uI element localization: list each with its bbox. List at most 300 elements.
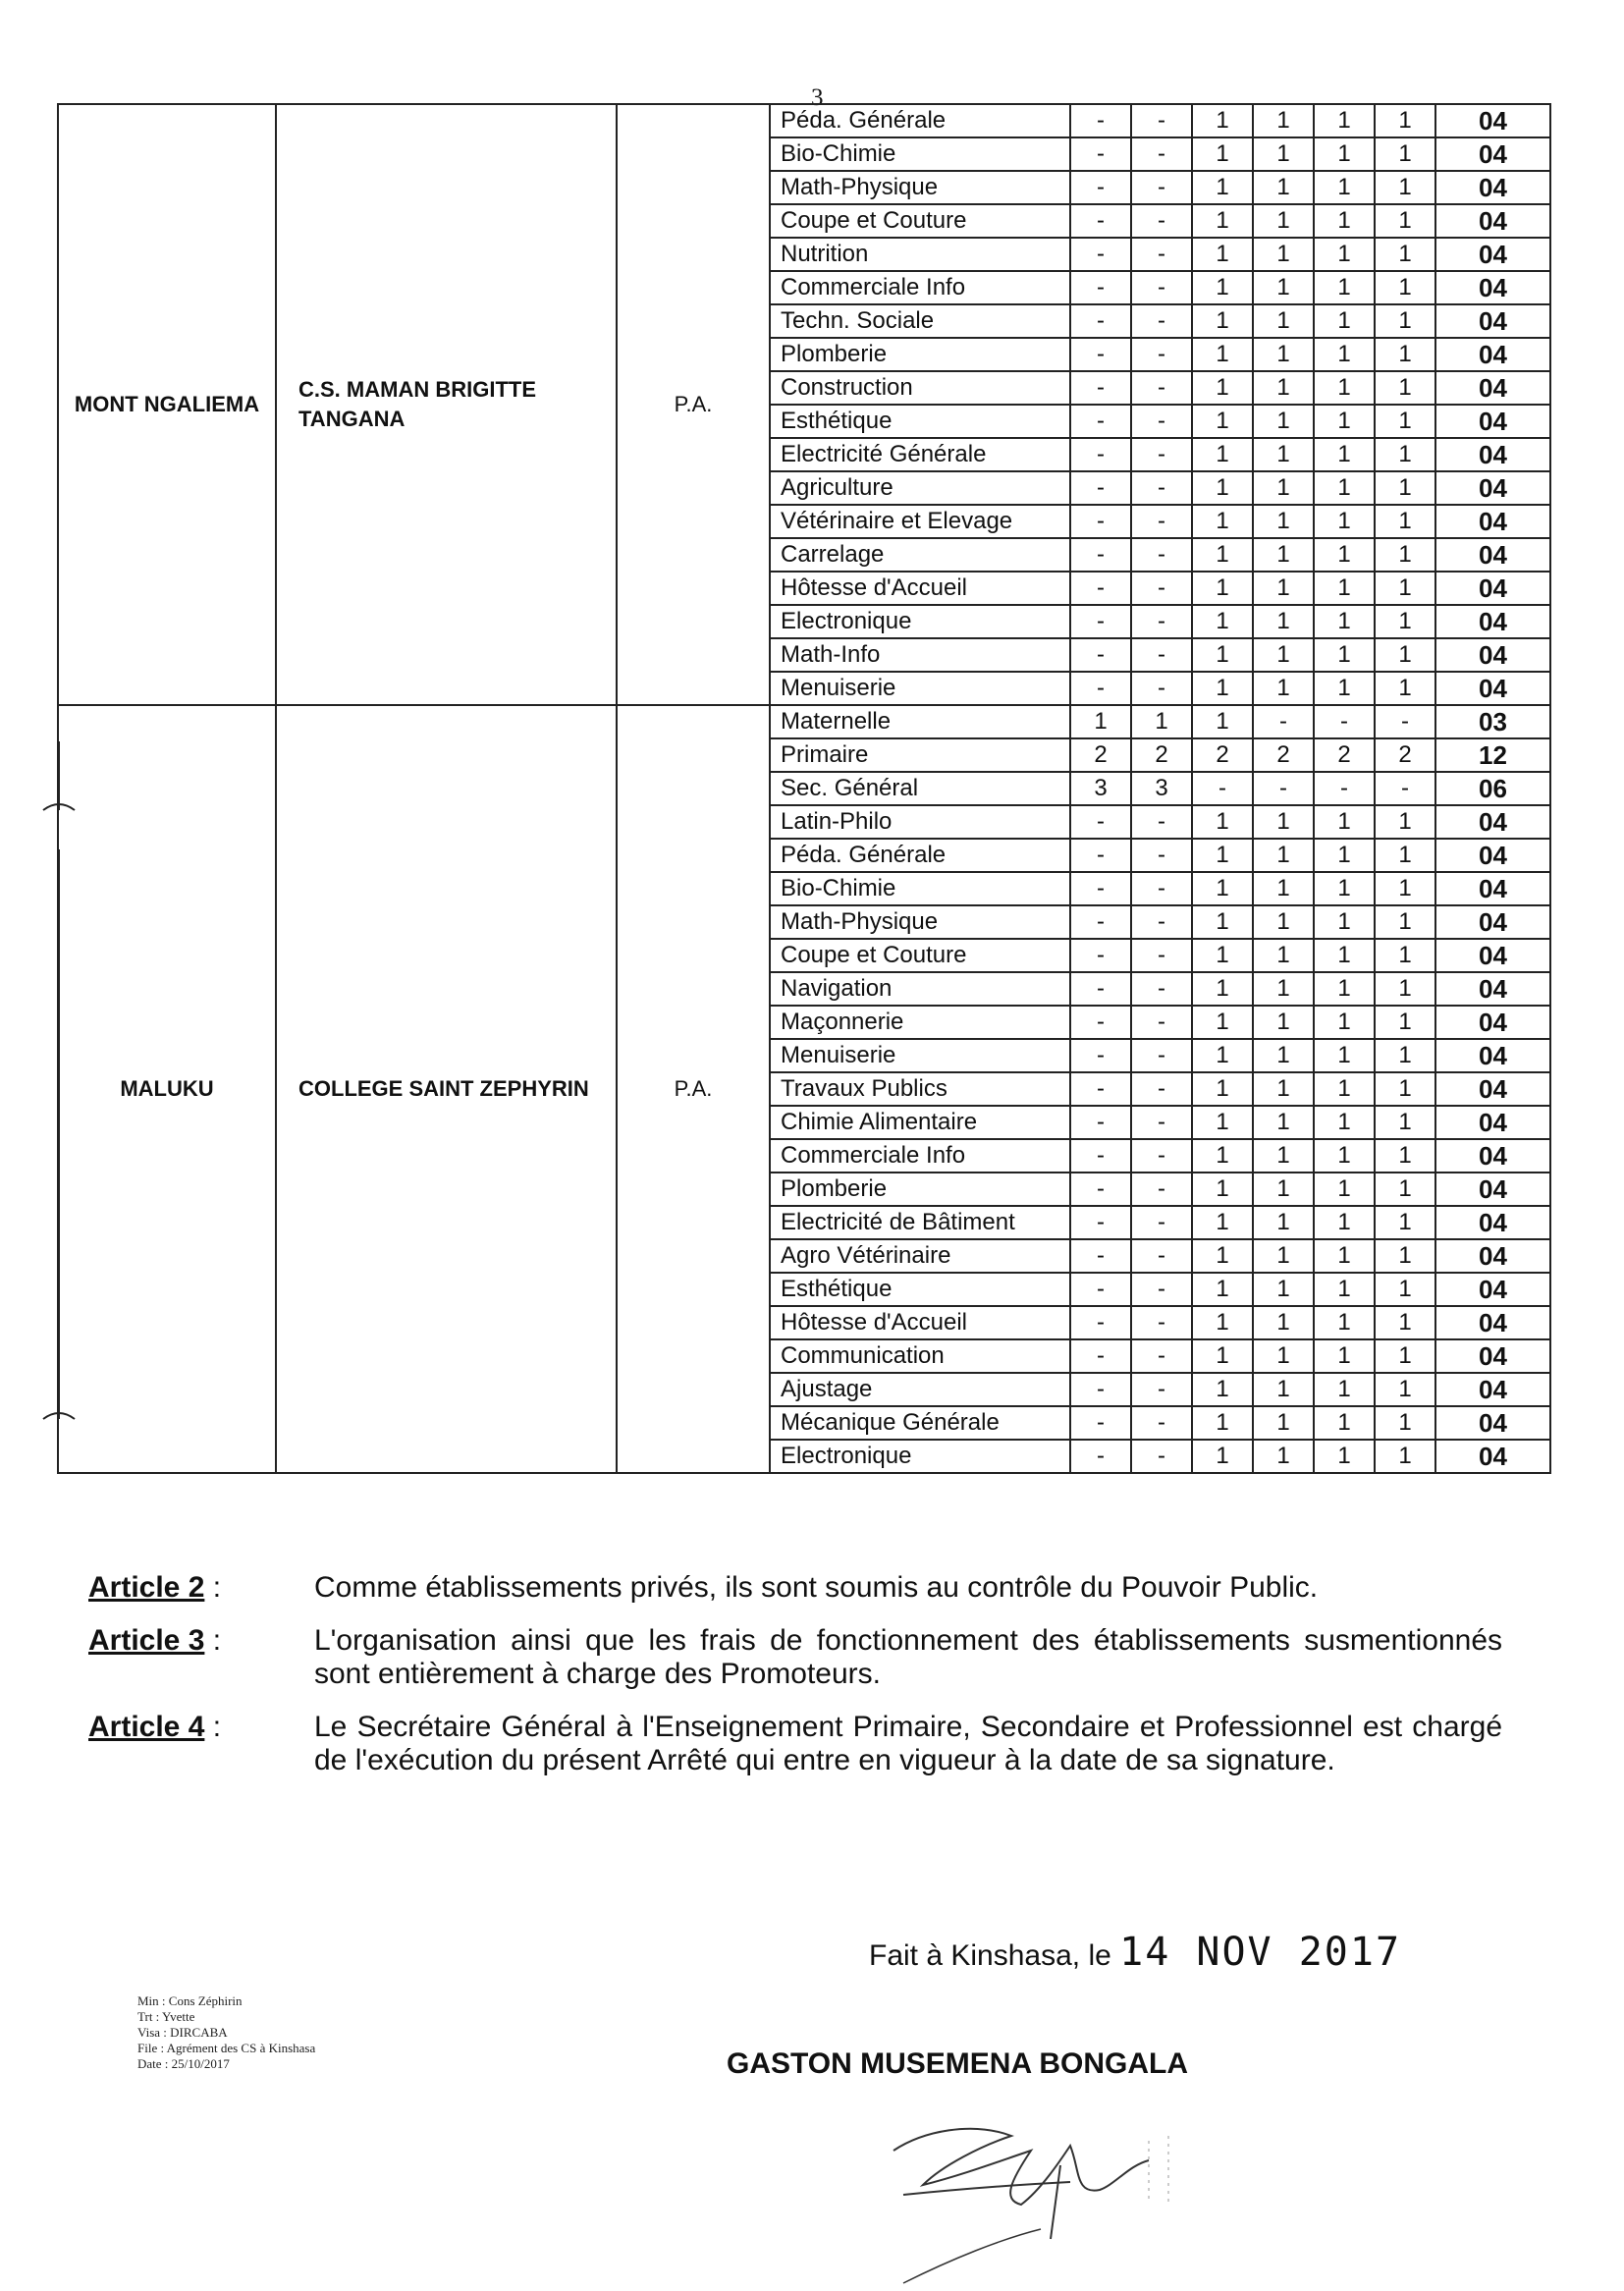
class-count-cell: - <box>1070 204 1131 238</box>
total-cell: 04 <box>1435 1072 1550 1106</box>
class-count-cell: 1 <box>1253 405 1314 438</box>
class-count-cell: 1 <box>1192 204 1253 238</box>
school-name-cell: COLLEGE SAINT ZEPHYRIN <box>276 705 617 1473</box>
section-cell: Esthétique <box>770 405 1070 438</box>
class-count-cell: - <box>1131 471 1192 505</box>
section-cell: Maçonnerie <box>770 1006 1070 1039</box>
class-count-cell: 1 <box>1253 1173 1314 1206</box>
class-count-cell: 1 <box>1314 371 1375 405</box>
class-count-cell: 1 <box>1192 872 1253 905</box>
class-count-cell: - <box>1131 204 1192 238</box>
total-cell: 04 <box>1435 1006 1550 1039</box>
section-cell: Electronique <box>770 1440 1070 1473</box>
section-cell: Communication <box>770 1339 1070 1373</box>
class-count-cell: 1 <box>1375 939 1435 972</box>
class-count-cell: 1 <box>1192 939 1253 972</box>
stamped-date: 14 NOV 2017 <box>1119 1930 1402 1975</box>
class-count-cell: 1 <box>1375 1373 1435 1406</box>
class-count-cell: - <box>1070 805 1131 839</box>
section-cell: Sec. Général <box>770 772 1070 805</box>
class-count-cell: - <box>1070 605 1131 638</box>
class-count-cell: - <box>1070 1239 1131 1273</box>
table-row <box>58 705 1550 738</box>
class-count-cell: 1 <box>1314 405 1375 438</box>
class-count-cell: 1 <box>1375 1106 1435 1139</box>
class-count-cell: - <box>1070 304 1131 338</box>
class-count-cell: - <box>1131 1006 1192 1039</box>
class-count-cell: - <box>1070 872 1131 905</box>
section-cell: Math-Info <box>770 638 1070 672</box>
class-count-cell: 1 <box>1192 338 1253 371</box>
class-count-cell: - <box>1375 772 1435 805</box>
section-cell: Commerciale Info <box>770 271 1070 304</box>
class-count-cell: - <box>1070 905 1131 939</box>
class-count-cell: 1 <box>1253 1373 1314 1406</box>
total-cell: 04 <box>1435 204 1550 238</box>
class-count-cell: 1 <box>1314 939 1375 972</box>
class-count-cell: - <box>1070 505 1131 538</box>
class-count-cell: 1 <box>1375 1239 1435 1273</box>
class-count-cell: - <box>1070 1139 1131 1173</box>
class-count-cell: 1 <box>1375 204 1435 238</box>
class-count-cell: - <box>1131 1106 1192 1139</box>
class-count-cell: 1 <box>1375 872 1435 905</box>
class-count-cell: 1 <box>1192 705 1253 738</box>
section-cell: Hôtesse d'Accueil <box>770 1306 1070 1339</box>
class-count-cell: 1 <box>1192 405 1253 438</box>
class-count-cell: - <box>1070 1373 1131 1406</box>
class-count-cell: 1 <box>1253 972 1314 1006</box>
article-label: Article 2 <box>88 1571 205 1604</box>
class-count-cell: - <box>1070 638 1131 672</box>
class-count-cell: 1 <box>1375 238 1435 271</box>
class-count-cell: 1 <box>1192 1139 1253 1173</box>
class-count-cell: 1 <box>1253 638 1314 672</box>
class-count-cell: 1 <box>1314 805 1375 839</box>
class-count-cell: 1 <box>1253 471 1314 505</box>
class-count-cell: 1 <box>1192 1339 1253 1373</box>
class-count-cell: - <box>1070 1406 1131 1440</box>
section-cell: Electricité de Bâtiment <box>770 1206 1070 1239</box>
total-cell: 04 <box>1435 304 1550 338</box>
class-count-cell: - <box>1070 538 1131 572</box>
class-count-cell: 1 <box>1314 1239 1375 1273</box>
section-cell: Techn. Sociale <box>770 304 1070 338</box>
class-count-cell: 1 <box>1375 1339 1435 1373</box>
section-cell: Hôtesse d'Accueil <box>770 572 1070 605</box>
section-cell: Maternelle <box>770 705 1070 738</box>
total-cell: 04 <box>1435 137 1550 171</box>
section-cell: Bio-Chimie <box>770 872 1070 905</box>
class-count-cell: - <box>1070 471 1131 505</box>
class-count-cell: 1 <box>1253 605 1314 638</box>
class-count-cell: 1 <box>1192 1006 1253 1039</box>
section-cell: Math-Physique <box>770 905 1070 939</box>
class-count-cell: - <box>1070 1039 1131 1072</box>
class-count-cell: 1 <box>1375 405 1435 438</box>
class-count-cell: - <box>1131 371 1192 405</box>
class-count-cell: 1 <box>1253 1006 1314 1039</box>
reference-line: Date : 25/10/2017 <box>137 2056 230 2071</box>
class-count-cell: 2 <box>1131 738 1192 772</box>
class-count-cell: 1 <box>1314 538 1375 572</box>
reference-line: Visa : DIRCABA <box>137 2025 228 2040</box>
class-count-cell: - <box>1070 1173 1131 1206</box>
class-count-cell: 1 <box>1192 1206 1253 1239</box>
total-cell: 04 <box>1435 371 1550 405</box>
section-cell: Math-Physique <box>770 171 1070 204</box>
class-count-cell: 1 <box>1253 939 1314 972</box>
section-cell: Coupe et Couture <box>770 204 1070 238</box>
class-count-cell: 2 <box>1070 738 1131 772</box>
page-number: 3 <box>811 84 824 111</box>
class-count-cell: - <box>1131 505 1192 538</box>
total-cell: 04 <box>1435 538 1550 572</box>
class-count-cell: - <box>1131 271 1192 304</box>
class-count-cell: 1 <box>1253 1306 1314 1339</box>
class-count-cell: 1 <box>1314 1206 1375 1239</box>
total-cell: 04 <box>1435 338 1550 371</box>
total-cell: 04 <box>1435 505 1550 538</box>
class-count-cell: 1 <box>1375 839 1435 872</box>
class-count-cell: 1 <box>1314 905 1375 939</box>
class-count-cell: 1 <box>1253 1440 1314 1473</box>
class-count-cell: 1 <box>1375 1306 1435 1339</box>
total-cell: 04 <box>1435 605 1550 638</box>
class-count-cell: - <box>1070 1273 1131 1306</box>
class-count-cell: - <box>1070 939 1131 972</box>
total-cell: 04 <box>1435 1206 1550 1239</box>
class-count-cell: 2 <box>1314 738 1375 772</box>
class-count-cell: 1 <box>1314 171 1375 204</box>
class-count-cell: 1 <box>1253 839 1314 872</box>
handwritten-signature-icon <box>864 2092 1198 2288</box>
section-cell: Agro Vétérinaire <box>770 1239 1070 1273</box>
class-count-cell: 1 <box>1192 1239 1253 1273</box>
class-count-cell: 1 <box>1314 1106 1375 1139</box>
section-cell: Latin-Philo <box>770 805 1070 839</box>
class-count-cell: - <box>1131 1072 1192 1106</box>
class-count-cell: 1 <box>1375 1139 1435 1173</box>
class-count-cell: - <box>1131 171 1192 204</box>
class-count-cell: 1 <box>1253 505 1314 538</box>
class-count-cell: - <box>1131 1239 1192 1273</box>
total-cell: 12 <box>1435 738 1550 772</box>
class-count-cell: 1 <box>1375 304 1435 338</box>
total-cell: 04 <box>1435 1406 1550 1440</box>
class-count-cell: - <box>1314 705 1375 738</box>
class-count-cell: 1 <box>1314 1306 1375 1339</box>
class-count-cell: 1 <box>1192 839 1253 872</box>
total-cell: 04 <box>1435 1373 1550 1406</box>
total-cell: 04 <box>1435 238 1550 271</box>
class-count-cell: - <box>1131 638 1192 672</box>
schools-table-body <box>58 104 1550 1473</box>
class-count-cell: 1 <box>1375 438 1435 471</box>
class-count-cell: 1 <box>1192 137 1253 171</box>
total-cell: 04 <box>1435 905 1550 939</box>
class-count-cell: - <box>1131 939 1192 972</box>
class-count-cell: - <box>1070 1339 1131 1373</box>
class-count-cell: 1 <box>1314 672 1375 705</box>
class-count-cell: - <box>1131 538 1192 572</box>
section-cell: Mécanique Générale <box>770 1406 1070 1440</box>
class-count-cell: - <box>1070 371 1131 405</box>
class-count-cell: 1 <box>1192 905 1253 939</box>
total-cell: 04 <box>1435 104 1550 137</box>
regime-cell: P.A. <box>617 705 770 1473</box>
article-label: Article 3 <box>88 1624 205 1657</box>
class-count-cell: 1 <box>1192 304 1253 338</box>
class-count-cell: 1 <box>1192 1072 1253 1106</box>
class-count-cell: 1 <box>1314 1273 1375 1306</box>
class-count-cell: - <box>1131 104 1192 137</box>
class-count-cell: 1 <box>1375 371 1435 405</box>
reference-block <box>137 1993 315 2072</box>
class-count-cell: - <box>1192 772 1253 805</box>
class-count-cell: 1 <box>1314 572 1375 605</box>
class-count-cell: 1 <box>1314 1440 1375 1473</box>
total-cell: 03 <box>1435 705 1550 738</box>
class-count-cell: 1 <box>1253 1039 1314 1072</box>
class-count-cell: 1 <box>1314 238 1375 271</box>
class-count-cell: - <box>1070 438 1131 471</box>
class-count-cell: - <box>1070 1106 1131 1139</box>
class-count-cell: 1 <box>1253 538 1314 572</box>
class-count-cell: 1 <box>1253 872 1314 905</box>
class-count-cell: 1 <box>1253 1339 1314 1373</box>
total-cell: 04 <box>1435 1339 1550 1373</box>
class-count-cell: - <box>1131 1206 1192 1239</box>
class-count-cell: - <box>1131 405 1192 438</box>
total-cell: 04 <box>1435 572 1550 605</box>
section-cell: Navigation <box>770 972 1070 1006</box>
class-count-cell: 2 <box>1375 738 1435 772</box>
class-count-cell: 1 <box>1192 238 1253 271</box>
class-count-cell: 1 <box>1253 204 1314 238</box>
class-count-cell: - <box>1131 1339 1192 1373</box>
class-count-cell: 2 <box>1253 738 1314 772</box>
class-count-cell: - <box>1070 271 1131 304</box>
class-count-cell: 1 <box>1314 137 1375 171</box>
total-cell: 04 <box>1435 872 1550 905</box>
section-cell: Plomberie <box>770 338 1070 371</box>
reference-line: Min : Cons Zéphirin <box>137 1993 243 2008</box>
class-count-cell: 1 <box>1314 204 1375 238</box>
commune-cell: MALUKU <box>58 705 276 1473</box>
class-count-cell: 1 <box>1192 438 1253 471</box>
class-count-cell: 1 <box>1375 572 1435 605</box>
regime-cell: P.A. <box>617 104 770 705</box>
class-count-cell: 1 <box>1253 672 1314 705</box>
class-count-cell: - <box>1070 572 1131 605</box>
class-count-cell: - <box>1070 104 1131 137</box>
class-count-cell: 1 <box>1375 1406 1435 1440</box>
class-count-cell: - <box>1131 438 1192 471</box>
class-count-cell: 1 <box>1253 238 1314 271</box>
section-cell: Nutrition <box>770 238 1070 271</box>
class-count-cell: 1 <box>1375 171 1435 204</box>
class-count-cell: - <box>1253 772 1314 805</box>
class-count-cell: 1 <box>1375 538 1435 572</box>
article-text: Le Secrétaire Général à l'Enseignement Primaire, Secondaire et Professionnel est chargé de l'exécution du présent Arrêté qui entre en vigueur à la date de sa signature. <box>314 1711 1502 1776</box>
class-count-cell: 1 <box>1192 538 1253 572</box>
class-count-cell: 1 <box>1375 1440 1435 1473</box>
class-count-cell: 1 <box>1314 1006 1375 1039</box>
section-cell: Electronique <box>770 605 1070 638</box>
class-count-cell: 1 <box>1192 805 1253 839</box>
class-count-cell: - <box>1131 338 1192 371</box>
section-cell: Péda. Générale <box>770 839 1070 872</box>
class-count-cell: 1 <box>1314 1339 1375 1373</box>
school-name-cell: C.S. MAMAN BRIGITTE TANGANA <box>276 104 617 705</box>
class-count-cell: 1 <box>1375 137 1435 171</box>
place-date-line <box>869 1930 1401 1975</box>
total-cell: 04 <box>1435 839 1550 872</box>
class-count-cell: 1 <box>1253 1139 1314 1173</box>
section-cell: Chimie Alimentaire <box>770 1106 1070 1139</box>
class-count-cell: 1 <box>1314 505 1375 538</box>
section-cell: Carrelage <box>770 538 1070 572</box>
class-count-cell: - <box>1131 672 1192 705</box>
class-count-cell: - <box>1131 805 1192 839</box>
section-cell: Péda. Générale <box>770 104 1070 137</box>
class-count-cell: 1 <box>1314 271 1375 304</box>
section-cell: Electricité Générale <box>770 438 1070 471</box>
class-count-cell: 1 <box>1375 905 1435 939</box>
class-count-cell: 1 <box>1314 1039 1375 1072</box>
total-cell: 04 <box>1435 939 1550 972</box>
class-count-cell: 1 <box>1314 338 1375 371</box>
class-count-cell: 1 <box>1314 104 1375 137</box>
class-count-cell: 1 <box>1253 171 1314 204</box>
class-count-cell: 1 <box>1253 137 1314 171</box>
class-count-cell: - <box>1070 1206 1131 1239</box>
class-count-cell: - <box>1070 338 1131 371</box>
class-count-cell: 1 <box>1192 1106 1253 1139</box>
class-count-cell: - <box>1131 1306 1192 1339</box>
class-count-cell: - <box>1070 1306 1131 1339</box>
class-count-cell: - <box>1131 1440 1192 1473</box>
class-count-cell: 1 <box>1253 438 1314 471</box>
class-count-cell: 1 <box>1192 171 1253 204</box>
article-text: Comme établissements privés, ils sont soumis au contrôle du Pouvoir Public. <box>314 1571 1319 1604</box>
total-cell: 04 <box>1435 1106 1550 1139</box>
signatory-name: GASTON MUSEMENA BONGALA <box>727 2047 1189 2080</box>
class-count-cell: 1 <box>1375 605 1435 638</box>
class-count-cell: 1 <box>1375 104 1435 137</box>
class-count-cell: 1 <box>1192 371 1253 405</box>
reference-line: File : Agrément des CS à Kinshasa <box>137 2041 316 2055</box>
class-count-cell: 1 <box>1192 1306 1253 1339</box>
class-count-cell: 1 <box>1192 1406 1253 1440</box>
class-count-cell: 1 <box>1253 1206 1314 1239</box>
class-count-cell: 1 <box>1314 438 1375 471</box>
total-cell: 04 <box>1435 1306 1550 1339</box>
schools-table <box>57 103 1551 1474</box>
articles-section <box>88 1571 1502 1797</box>
total-cell: 04 <box>1435 972 1550 1006</box>
class-count-cell: - <box>1131 137 1192 171</box>
section-cell: Travaux Publics <box>770 1072 1070 1106</box>
class-count-cell: 1 <box>1253 271 1314 304</box>
article-label: Article 4 <box>88 1711 205 1743</box>
class-count-cell: 1 <box>1314 839 1375 872</box>
class-count-cell: - <box>1070 1006 1131 1039</box>
class-count-cell: - <box>1131 839 1192 872</box>
class-count-cell: - <box>1070 972 1131 1006</box>
class-count-cell: 1 <box>1192 1039 1253 1072</box>
class-count-cell: 1 <box>1314 638 1375 672</box>
total-cell: 04 <box>1435 1273 1550 1306</box>
section-cell: Construction <box>770 371 1070 405</box>
article-4 <box>88 1711 1502 1777</box>
class-count-cell: 1 <box>1253 1273 1314 1306</box>
class-count-cell: 1 <box>1375 1173 1435 1206</box>
class-count-cell: 1 <box>1375 1206 1435 1239</box>
class-count-cell: 1 <box>1192 1373 1253 1406</box>
class-count-cell: - <box>1131 238 1192 271</box>
article-3 <box>88 1624 1502 1691</box>
section-cell: Vétérinaire et Elevage <box>770 505 1070 538</box>
class-count-cell: 1 <box>1192 672 1253 705</box>
total-cell: 04 <box>1435 171 1550 204</box>
class-count-cell: 1 <box>1192 471 1253 505</box>
class-count-cell: 1 <box>1314 304 1375 338</box>
class-count-cell: 1 <box>1375 1273 1435 1306</box>
class-count-cell: - <box>1131 1173 1192 1206</box>
total-cell: 04 <box>1435 1039 1550 1072</box>
total-cell: 04 <box>1435 1139 1550 1173</box>
article-separator: : <box>204 1571 222 1604</box>
class-count-cell: - <box>1253 705 1314 738</box>
class-count-cell: 1 <box>1192 271 1253 304</box>
class-count-cell: 1 <box>1253 1072 1314 1106</box>
class-count-cell: 1 <box>1253 338 1314 371</box>
class-count-cell: - <box>1131 304 1192 338</box>
class-count-cell: - <box>1070 1072 1131 1106</box>
section-cell: Commerciale Info <box>770 1139 1070 1173</box>
binder-mark-icon <box>39 741 79 1448</box>
class-count-cell: - <box>1131 1139 1192 1173</box>
section-cell: Coupe et Couture <box>770 939 1070 972</box>
class-count-cell: 1 <box>1192 572 1253 605</box>
section-cell: Bio-Chimie <box>770 137 1070 171</box>
class-count-cell: 1 <box>1253 1406 1314 1440</box>
article-separator: : <box>204 1624 222 1657</box>
total-cell: 04 <box>1435 1239 1550 1273</box>
class-count-cell: 3 <box>1131 772 1192 805</box>
section-cell: Menuiserie <box>770 1039 1070 1072</box>
section-cell: Esthétique <box>770 1273 1070 1306</box>
section-cell: Agriculture <box>770 471 1070 505</box>
class-count-cell: - <box>1131 1373 1192 1406</box>
class-count-cell: 1 <box>1314 1072 1375 1106</box>
class-count-cell: 1 <box>1192 505 1253 538</box>
class-count-cell: - <box>1070 171 1131 204</box>
class-count-cell: 1 <box>1375 1039 1435 1072</box>
class-count-cell: 1 <box>1375 972 1435 1006</box>
class-count-cell: - <box>1070 672 1131 705</box>
class-count-cell: 1 <box>1192 605 1253 638</box>
class-count-cell: 1 <box>1375 1072 1435 1106</box>
class-count-cell: 1 <box>1070 705 1131 738</box>
class-count-cell: 1 <box>1192 638 1253 672</box>
class-count-cell: 1 <box>1253 304 1314 338</box>
class-count-cell: - <box>1070 839 1131 872</box>
class-count-cell: 1 <box>1192 1440 1253 1473</box>
class-count-cell: 1 <box>1314 1139 1375 1173</box>
